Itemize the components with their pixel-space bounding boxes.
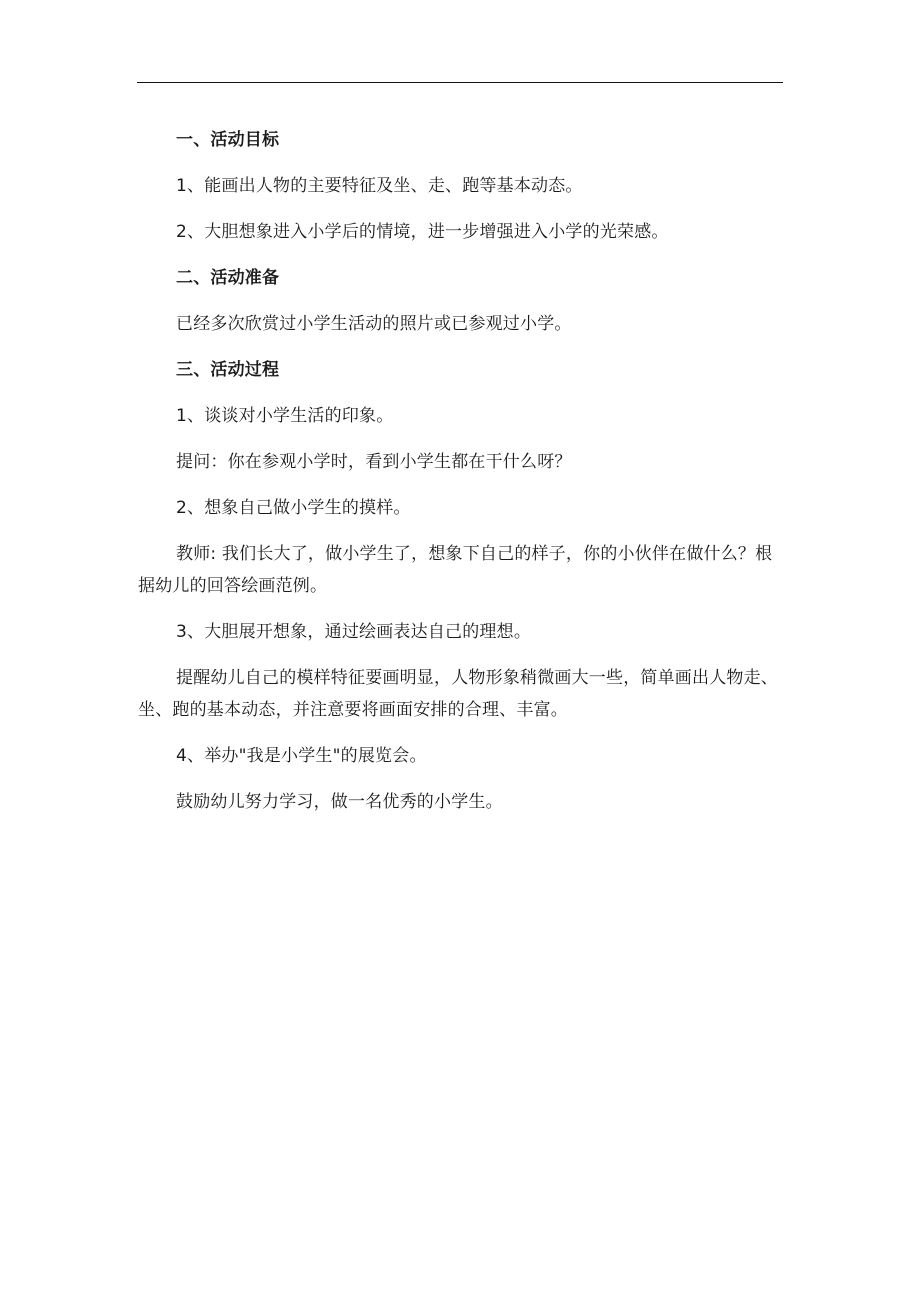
paragraph: 已经多次欣赏过小学生活动的照片或已参观过小学。 xyxy=(176,314,572,334)
header-rule xyxy=(137,82,783,83)
paragraph: 4、举办"我是小学生"的展览会。 xyxy=(176,746,427,766)
paragraph: 提问：你在参观小学时，看到小学生都在干什么呀？ xyxy=(176,452,572,472)
paragraph: 1、能画出人物的主要特征及坐、走、跑等基本动态。 xyxy=(176,176,583,196)
section-heading-goals: 一、活动目标 xyxy=(176,130,280,150)
paragraph: 2、大胆想象进入小学后的情境，进一步增强进入小学的光荣感。 xyxy=(176,222,669,242)
paragraph: 提醒幼儿自己的模样特征要画明显，人物形象稍微画大一些，简单画出人物走、坐、跑的基本动态，并注意要将画面安排的合理、丰富。 xyxy=(138,668,778,720)
document-body xyxy=(138,124,784,832)
section-heading-process: 三、活动过程 xyxy=(176,360,280,380)
paragraph: 3、大胆展开想象，通过绘画表达自己的理想。 xyxy=(176,622,532,642)
paragraph: 鼓励幼儿努力学习，做一名优秀的小学生。 xyxy=(176,792,503,812)
paragraph: 2、想象自己做小学生的摸样。 xyxy=(176,498,411,518)
paragraph: 教师: 我们长大了，做小学生了，想象下自己的样子，你的小伙伴在做什么？根据幼儿的回答绘画范例。 xyxy=(138,544,773,596)
paragraph: 1、谈谈对小学生活的印象。 xyxy=(176,406,394,426)
section-heading-preparation: 二、活动准备 xyxy=(176,268,280,288)
